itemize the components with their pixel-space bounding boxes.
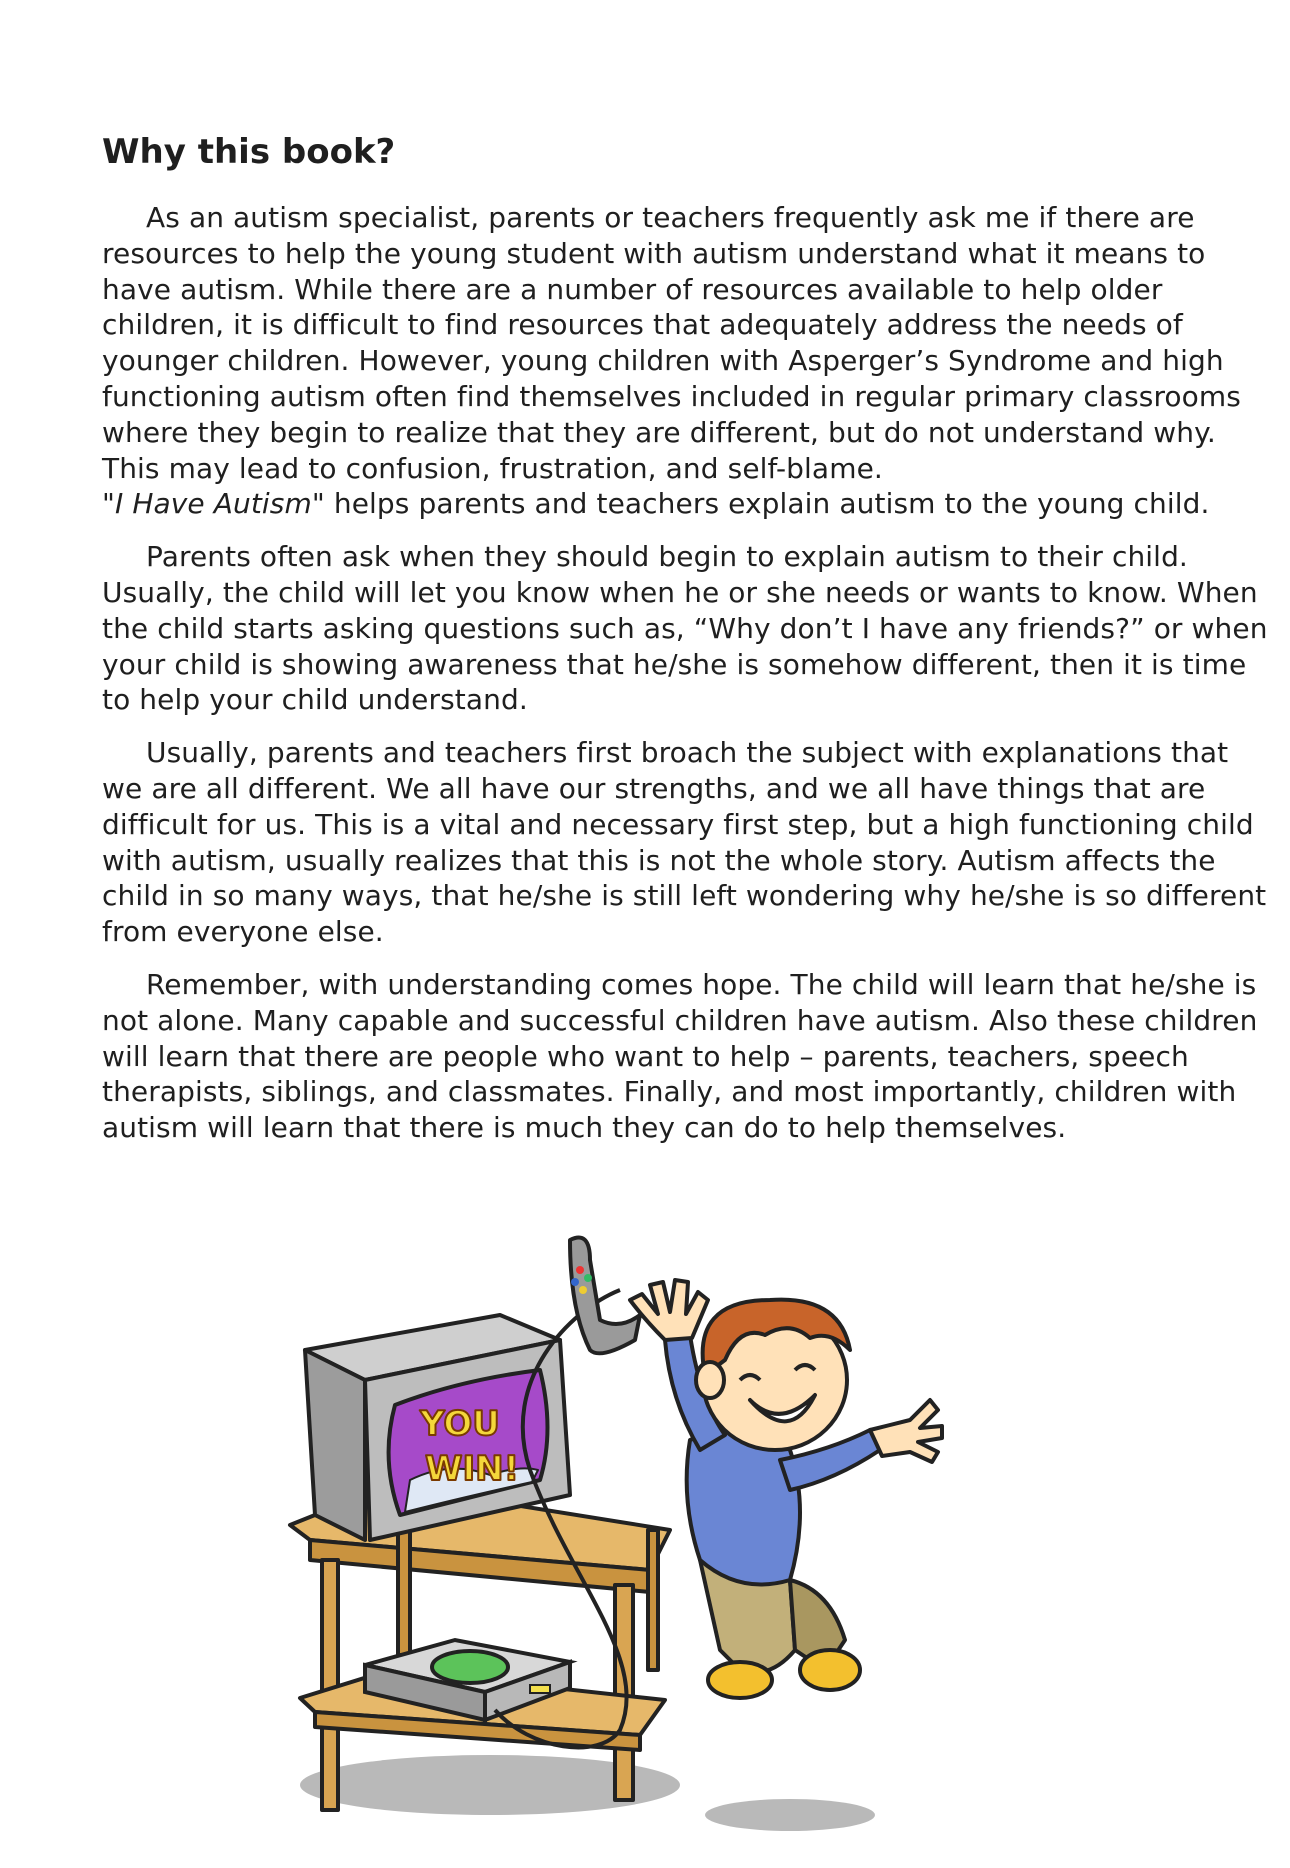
boy-shirt <box>687 1432 800 1585</box>
console-disc <box>432 1651 508 1683</box>
boy-hand-left <box>630 1280 708 1340</box>
text-column <box>102 132 1272 1163</box>
tv-text-you: YOU <box>420 1404 500 1444</box>
jumping-boy <box>630 1280 942 1698</box>
paragraph-1-tail: helps parents and teachers explain autism to the young child. <box>324 487 1210 521</box>
boy-shoe-left <box>708 1662 772 1698</box>
boy-video-game-illustration <box>270 1230 1070 1850</box>
paragraph-4: Remember, with understanding comes hope. The child will learn that he/she is not alone. Many capable and successful children have autism. Also these children will learn that there are people who want to help – parents, teachers, speech therapists, siblings, and classmates. Finally, and most importantly, children with autism will learn that there is much they can do to help themselves. <box>102 967 1258 1145</box>
paragraph-3: Usually, parents and teachers first broach the subject with explanations that we are all different. We all have our strengths, and we all have things that are difficult for us. This is a vital and necessary first step, but a high functioning child with autism, usually realizes that this is not the whole story. Autism affects the child in so many ways, that he/she is still left wondering why he/she is so different from everyone else. <box>102 736 1267 949</box>
book-title: "I Have Autism" <box>102 487 325 521</box>
boy-hand-right <box>870 1400 942 1462</box>
paragraph-1-text: As an autism specialist, parents or teachers frequently ask me if there are resources to help the young student with autism understand what it means to have autism. While there are a number of resources available to help older children, it is difficult to find resources that adequately address the needs of younger children. However, young children with Asperger’s Syndrome and high functioning autism often find themselves included in regular primary classrooms where they begin to realize that they are different, but do not understand why. This may lead to confusion, frustration, and self-blame. <box>102 201 1241 485</box>
boy-shoe-right <box>800 1650 860 1690</box>
tv-text-win: WIN! <box>425 1449 520 1489</box>
paragraph-1 <box>102 200 1272 522</box>
boy-shadow <box>705 1799 875 1831</box>
paragraph-2: Parents often ask when they should begin to explain autism to their child. Usually, the child will let you know when he or she needs or wants to know. When the child starts asking questions such as, “Why don’t I have any friends?” or when your child is showing awareness that he/she is somehow different, then it is time to help your child understand. <box>102 540 1268 717</box>
page-title: Why this book? <box>102 132 396 172</box>
